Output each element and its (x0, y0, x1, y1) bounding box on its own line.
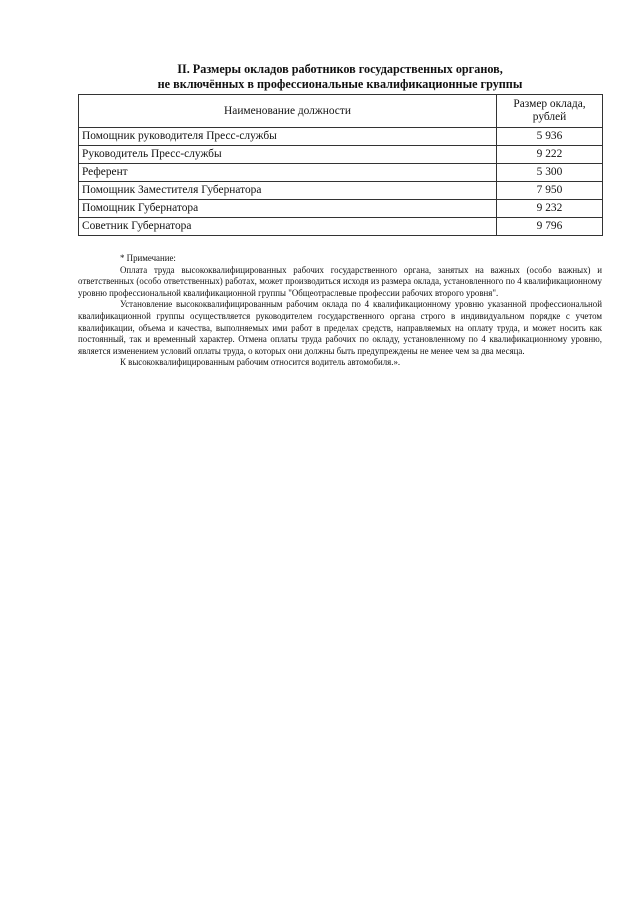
header-position: Наименование должности (79, 95, 497, 128)
table-row (79, 164, 603, 182)
table-row (79, 200, 603, 218)
salary-cell: 9 232 (497, 200, 603, 218)
notes-section (78, 253, 602, 369)
table-header-row (79, 95, 603, 128)
position-cell: Референт (79, 164, 497, 182)
position-cell: Помощник руководителя Пресс-службы (79, 128, 497, 146)
position-cell: Советник Губернатора (79, 218, 497, 236)
salary-cell: 9 222 (497, 146, 603, 164)
salary-cell: 9 796 (497, 218, 603, 236)
section-title (78, 62, 602, 92)
salary-cell: 5 300 (497, 164, 603, 182)
table-row (79, 218, 603, 236)
salary-cell: 7 950 (497, 182, 603, 200)
position-cell: Помощник Губернатора (79, 200, 497, 218)
table-row (79, 128, 603, 146)
note-paragraph: К высококвалифицированным рабочим относится водитель автомобиля.». (120, 357, 401, 368)
salary-cell: 5 936 (497, 128, 603, 146)
note-paragraph: Оплата труда высококвалифицированных рабочих государственного органа, занятых на важных (особо важных) и ответственных (особо ответственных) работах, может производиться исходя из размера оклада, установленного по 4 квалификационному уровню профессиональной квалификационной группы "Общеотраслевые профессии рабочих второго уровня". (78, 264, 602, 298)
position-cell: Помощник Заместителя Губернатора (79, 182, 497, 200)
section-title-line-1: II. Размеры окладов работников государственных органов, (177, 62, 503, 76)
note-paragraph: Установление высококвалифицированным рабочим оклада по 4 квалификационному уровню указанной профессиональной квалификационной группы осуществляется руководителем государственного органа строго в индивидуальном порядке с учетом квалификации, объема и качества, выполняемых ими работ в пределах средств, направляемых на оплату труда, и может носить как постоянный, так и временный характер. Отмена оплаты труда рабочих по окладу, установленному по 4 квалификационному уровню, является изменением условий оплаты труда, о которых они должны быть предупреждены не менее чем за два месяца. (78, 299, 602, 356)
header-salary: Размер оклада, рублей (497, 95, 603, 128)
table-row (79, 146, 603, 164)
section-title-line-2: не включённых в профессиональные квалификационные группы (157, 77, 523, 91)
table-row (79, 182, 603, 200)
note-label: * Примечание: (120, 253, 176, 263)
position-cell: Руководитель Пресс-службы (79, 146, 497, 164)
salary-table (78, 94, 603, 236)
